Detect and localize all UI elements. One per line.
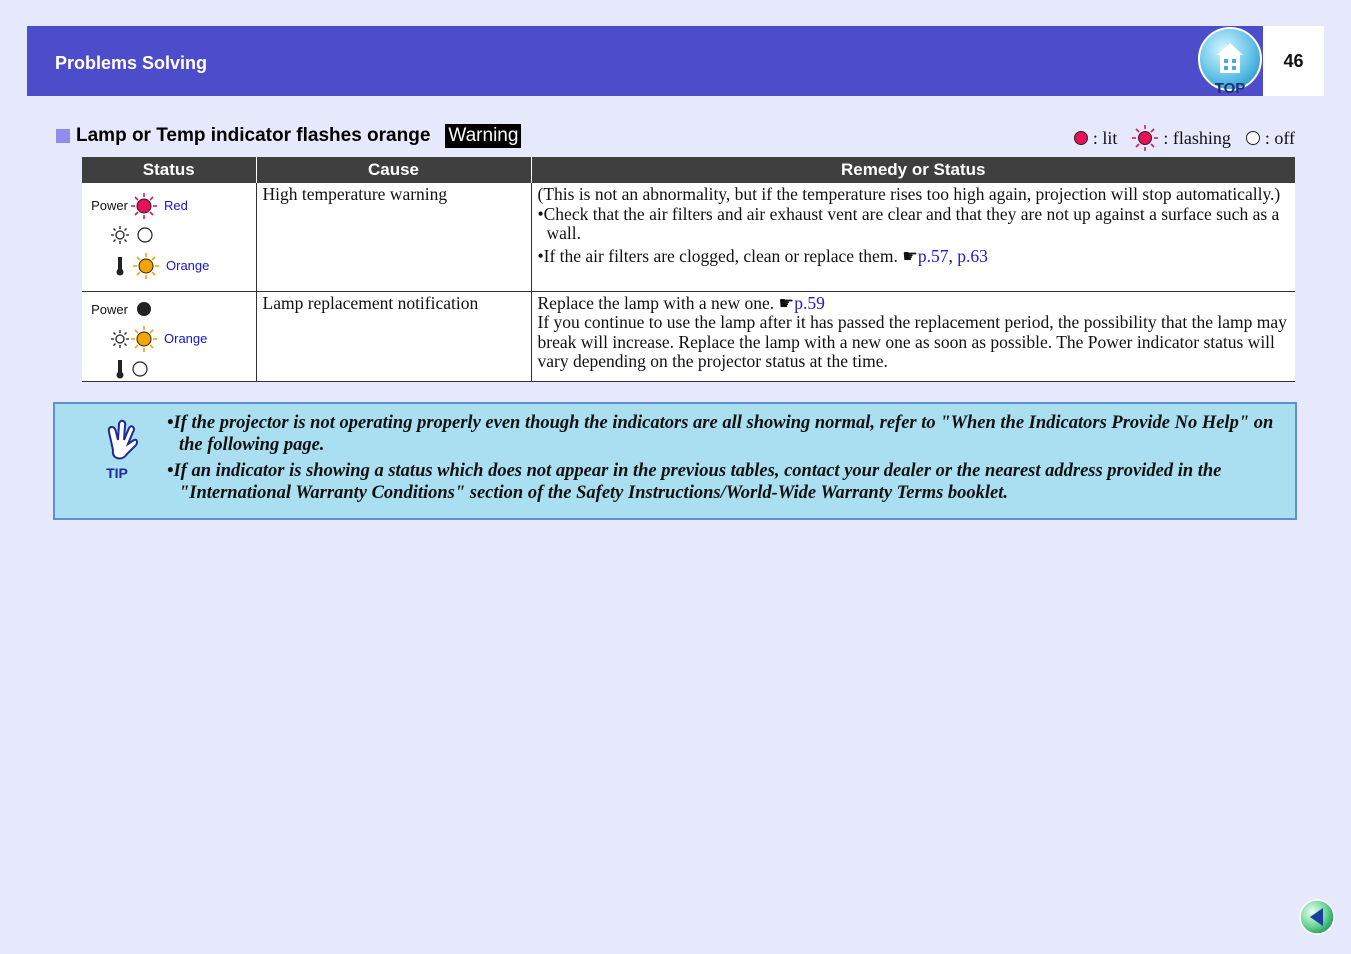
legend-flashing: : flashing [1163, 127, 1231, 148]
lamp-indicator-row [110, 225, 156, 245]
power-label: Power [91, 301, 128, 317]
remedy-text-prefix: •If the air filters are clogged, clean or replace them. [537, 245, 903, 266]
back-button[interactable] [1298, 898, 1336, 936]
lamp-flashing-orange-icon [130, 325, 158, 353]
remedy-text: If you continue to use the lamp after it has passed the replacement period, the possibility that the lamp may break will increase. Replace the lamp with a new one as soon as possible. The Power indicator status will vary depending on the projector status at the time. [537, 312, 1287, 371]
lit-indicator-icon [1073, 130, 1089, 146]
heading-square-icon [56, 129, 70, 143]
table-header-row [82, 157, 1295, 183]
top-icon [1197, 27, 1263, 95]
indicator-legend [1069, 124, 1295, 152]
lamp-indicator-row [110, 325, 207, 353]
tip-label: TIP [106, 465, 128, 480]
thermometer-icon [114, 255, 126, 277]
remedy-text-prefix: Replace the lamp with a new one. [537, 292, 779, 313]
tip-item: •If the projector is not operating properly even though the indicators are all showing normal, refer to "When the Indicators Provide No Help" on the following page. [167, 413, 1274, 455]
warning-badge: Warning [445, 124, 521, 148]
lamp-icon [110, 225, 130, 245]
section-heading [56, 123, 521, 149]
power-indicator-row [82, 300, 158, 320]
column-header-cause: Cause [256, 157, 531, 183]
remedy-cell [531, 183, 1295, 291]
cause-cell: High temperature warning [256, 183, 531, 291]
off-indicator-icon [1245, 130, 1261, 146]
temp-flashing-orange-icon [132, 252, 160, 280]
cause-cell: Lamp replacement notification [256, 291, 531, 381]
indicator-table [82, 157, 1295, 382]
page-link[interactable]: p.63 [957, 245, 988, 266]
column-header-remedy: Remedy or Status [531, 157, 1295, 183]
thermometer-icon [114, 358, 126, 380]
table-row [82, 183, 1295, 291]
temp-indicator-row [114, 358, 151, 380]
header-title: Problems Solving [55, 53, 208, 73]
tip-item: •If an indicator is showing a status which does not appear in the previous tables, contact your dealer or the nearest address provided in the "International Warranty Conditions" section of the Safety Instructions/World-Wide Warranty Terms booklet. [167, 461, 1222, 503]
lamp-icon [110, 329, 130, 349]
power-indicator-row [82, 192, 188, 220]
power-flashing-red-icon [130, 192, 158, 220]
remedy-text [538, 247, 1290, 267]
column-header-status: Status [82, 157, 256, 183]
back-arrow-icon [1298, 898, 1336, 936]
power-lit-black-icon [130, 300, 158, 318]
tip-text [167, 412, 1279, 508]
page-number: 46 [1263, 26, 1324, 96]
remedy-text: •Check that the air filters and air exhaust vent are clear and that they are not up against a surface such as a wall. [537, 203, 1280, 243]
flashing-indicator-icon [1131, 124, 1159, 152]
remedy-text [538, 294, 1290, 314]
table-row [82, 291, 1295, 381]
temp-indicator-row [114, 252, 209, 280]
status-cell [82, 183, 256, 291]
legend-lit: : lit [1092, 127, 1118, 148]
power-color-label: Red [164, 198, 188, 214]
section-title: Lamp or Temp indicator flashes orange [76, 125, 431, 146]
header-bar [27, 26, 1263, 96]
pointer-hand-icon: ☛ [902, 245, 918, 266]
link-separator: , [948, 245, 958, 266]
tip-hand-icon [99, 418, 139, 480]
pointer-hand-icon: ☛ [778, 292, 795, 313]
power-label: Power [91, 198, 128, 214]
remedy-cell [531, 291, 1295, 381]
legend-off: : off [1264, 127, 1295, 148]
temp-color-label: Orange [166, 258, 210, 274]
lamp-color-label: Orange [164, 330, 208, 346]
tip-box [53, 402, 1297, 520]
temp-off-indicator-icon [129, 359, 151, 379]
remedy-text: (This is not an abnormality, but if the temperature rises too high again, projection will stop automatically.) [537, 184, 1281, 204]
top-label: TOP [1214, 80, 1246, 95]
lamp-off-indicator-icon [134, 225, 156, 245]
status-cell [82, 291, 256, 381]
top-button[interactable] [1197, 27, 1263, 95]
page-link[interactable]: p.57 [917, 245, 949, 266]
page-link[interactable]: p.59 [794, 292, 825, 313]
